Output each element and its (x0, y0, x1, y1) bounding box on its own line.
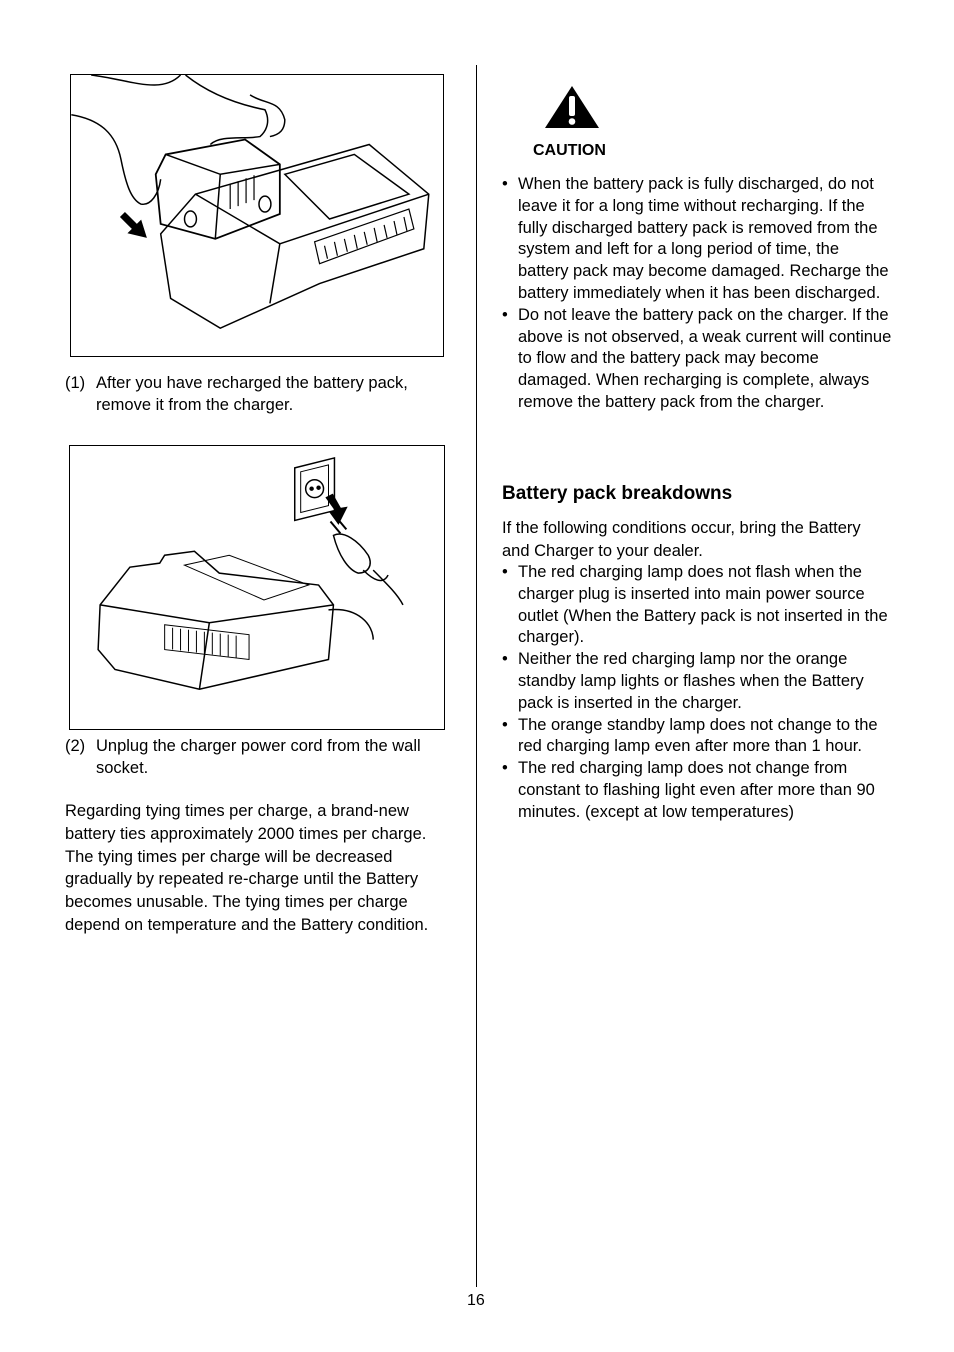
list-item: • The red charging lamp does not flash when the charger plug is inserted into main power source outlet (When the Battery pack is not inserted in the charger). (502, 562, 894, 649)
list-item: • When the battery pack is fully discharged, do not leave it for a long time without recharging. If the fully discharged battery pack is removed from the system and left for a long period of time, the battery pack may become damaged. Recharge the battery immediately when it has been discharged. (502, 174, 892, 305)
step-1-text: After you have recharged the battery pack, remove it from the charger. (96, 374, 408, 414)
step-2-number: (2) (65, 737, 86, 755)
step-1 (65, 372, 450, 416)
list-item: • Neither the red charging lamp nor the orange standby lamp lights or flashes when the Battery pack is inserted in the charger. (502, 649, 894, 714)
list-item: • The orange standby lamp does not change to the red charging lamp even after more than 1 hour. (502, 715, 894, 759)
column-divider (476, 65, 477, 1287)
section-heading: Battery pack breakdowns (502, 483, 733, 504)
tying-times-paragraph: Regarding tying times per charge, a brand-new battery ties approximately 2000 times per charge. The tying times per charge will be decreased gradually by repeated re-charge until the Battery becomes unusable. The tying times per charge depend on temperature and the Battery condition. (65, 802, 429, 934)
battery-removal-illustration (71, 75, 443, 356)
list-item: • The red charging lamp does not change from constant to flashing light even after more than 90 minutes. (except at low temperatures) (502, 758, 894, 823)
caution-label: CAUTION (533, 142, 606, 159)
page-number: 16 (467, 1292, 485, 1309)
step-2-text: Unplug the charger power cord from the wall socket. (96, 737, 421, 777)
unplug-charger-illustration (70, 446, 444, 729)
figure-unplug-charger (69, 445, 445, 730)
list-item: • Do not leave the battery pack on the charger. If the above is not observed, a weak current will continue to flow and the battery pack may become damaged. When recharging is complete, always remove the battery pack from the charger. (502, 305, 892, 414)
breakdowns-intro: If the following conditions occur, bring the Battery and Charger to your dealer. (502, 519, 861, 560)
step-1-number: (1) (65, 374, 86, 392)
figure-remove-battery (70, 74, 444, 357)
caution-list (502, 174, 892, 414)
warning-triangle-icon (543, 84, 601, 130)
breakdowns-list (502, 562, 894, 824)
step-2 (65, 735, 455, 779)
